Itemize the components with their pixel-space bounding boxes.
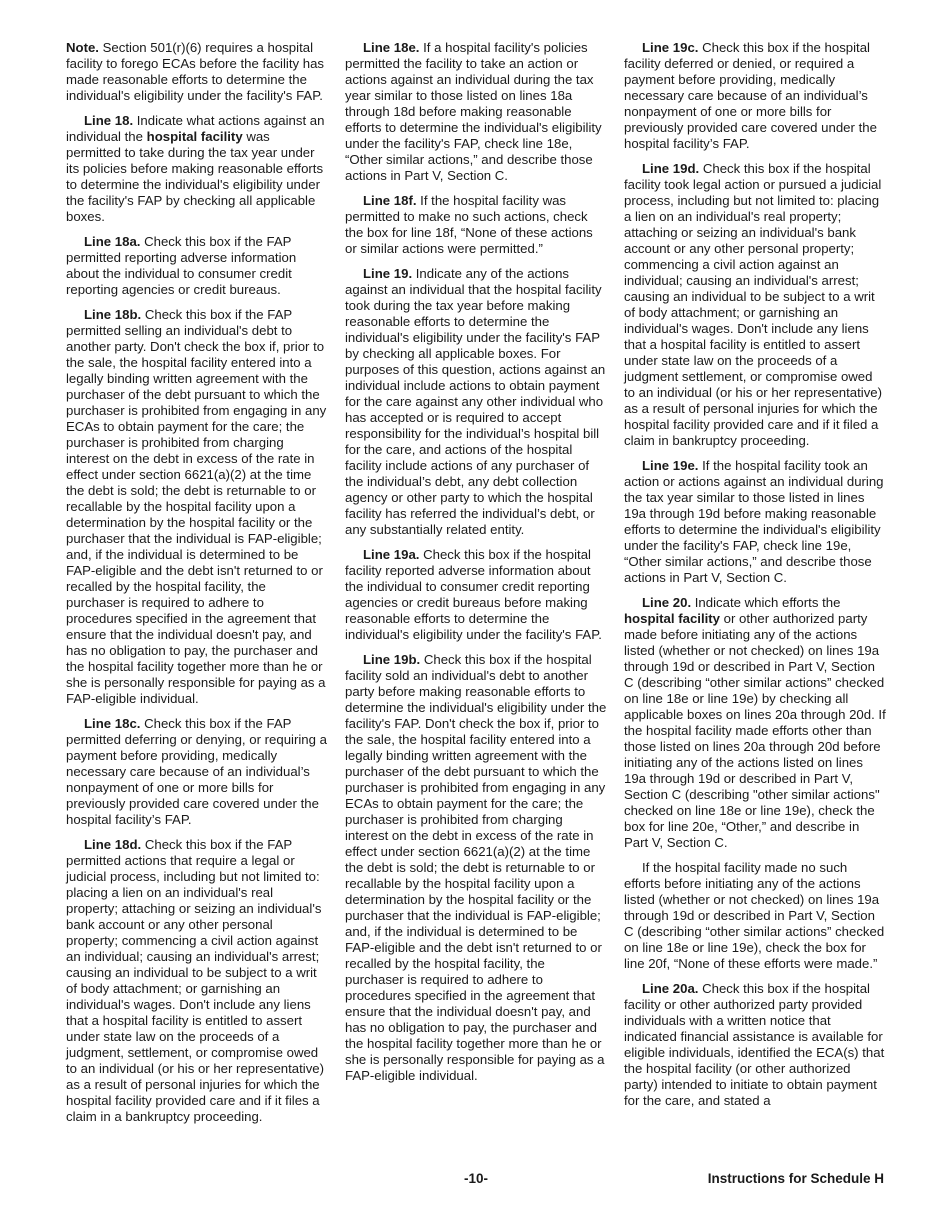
paragraph-text: If a hospital facility's policies permitted the facility to take an action or actions against an individual during the tax year similar to those listed on lines 18a through 18d before making reasonable efforts to determine the individual's eligibility under the facility's FAP, check line 18e, “Other similar actions,” and describe those actions in Part V, Section C. <box>345 40 602 183</box>
paragraph-lead: Line 18. <box>84 113 134 128</box>
paragraph-lead: Line 18f. <box>363 193 417 208</box>
paragraph-text-continued: was permitted to take during the tax year under its policies before making reasonable efforts to determine the individual's eligibility under the facility's FAP by checking all applicable boxes. <box>66 129 324 224</box>
text-column-1 <box>66 40 328 1134</box>
paragraph-text: Indicate what actions against an individual the <box>66 113 325 144</box>
paragraph-text-continued: or other authorized party made before initiating any of the actions listed (whether or not checked) on lines 19a through 19d or described in Part V, Section C (describing “other similar actions” checked on line 18e or line 19e) by checking all applicable boxes on lines 20a through 20d. If the hospital facility made efforts other than those listed on lines 20a through 20d before initiating any of the actions listed on lines 19a through 19d or described in Part V, Section C (describing "other similar actions" checked on line 18e or line 19e), check the box for line 20e, “Other,” and describe in Part V, Section C. <box>624 611 886 850</box>
paragraph-text: Check this box if the hospital facility deferred or denied, or required a payment before providing, medically necessary care because of an individual’s nonpayment of one or more bills for previously provided care covered under the hospital facility’s FAP. <box>624 40 877 151</box>
paragraph-lead: Line 18d. <box>84 837 142 852</box>
paragraph-lead: Line 18e. <box>363 40 420 55</box>
paragraph-line-19e <box>624 458 886 586</box>
paragraph-line-19c <box>624 40 886 152</box>
defined-term: hospital facility <box>146 129 243 144</box>
paragraph-text: Check this box if the FAP permitted deferring or denying, or requiring a payment before providing, medically necessary care because of an individual’s nonpayment of one or more bills for previously provided care covered under the hospital facility’s FAP. <box>66 716 327 827</box>
paragraph-lead: Line 19b. <box>363 652 421 667</box>
paragraph-line-19a <box>345 547 607 643</box>
paragraph-line-19 <box>345 266 607 538</box>
paragraph-note <box>66 40 328 104</box>
paragraph-line-18 <box>66 113 328 225</box>
paragraph-line-18b <box>66 307 328 707</box>
text-column-2 <box>345 40 607 1093</box>
paragraph-lead: Line 19d. <box>642 161 700 176</box>
paragraph-lead: Line 19e. <box>642 458 699 473</box>
paragraph-line-18a <box>66 234 328 298</box>
text-column-3 <box>624 40 886 1118</box>
paragraph-line-19d <box>624 161 886 449</box>
paragraph-text: Indicate any of the actions against an individual that the hospital facility took during the tax year before making reasonable efforts to determine the individual's eligibility under the facility's FAP by checking all applicable boxes. For purposes of this question, actions against an individual include actions to obtain payment for the care against any other individual who has accepted or is required to accept responsibility for the individual’s hospital bill for the care, and actions of the hospital facility include actions of any purchaser of the individual’s debt, any debt collection agency or other party to which the hospital facility has referred the individual’s debt, or any substantially related entity. <box>345 266 606 537</box>
paragraph-line-19b <box>345 652 607 1084</box>
paragraph-text: Check this box if the FAP permitted actions that require a legal or judicial process, including but not limited to: placing a lien on an individual's real property; attaching or seizing an individual's bank account or any other personal property; commencing a civil action against an individual; causing an individual's arrest; causing an individual to be subject to a writ of body attachment; or garnishing an individual's wages. Don't include any liens that a hospital facility is entitled to assert under state law on the proceeds of a judgment, settlement, or compromise owed to an individual (or his or her representative) as a result of personal injuries for which the hospital facility provided care and if it files a claim in a bankruptcy proceeding. <box>66 837 325 1124</box>
paragraph-line-18d <box>66 837 328 1125</box>
paragraph-line-20a <box>624 981 886 1109</box>
page-footer <box>66 1171 886 1189</box>
page-number: -10- <box>463 1171 488 1186</box>
paragraph-line-18f <box>345 193 607 257</box>
paragraph-no-efforts <box>624 860 886 972</box>
paragraph-lead: Line 20a. <box>642 981 699 996</box>
paragraph-line-18c <box>66 716 328 828</box>
paragraph-lead: Note. <box>66 40 99 55</box>
paragraph-lead: Line 19a. <box>363 547 420 562</box>
paragraph-text: If the hospital facility took an action or actions against an individual during the tax year similar to those listed in lines 19a through 19d before making reasonable efforts to determine the individual's eligibility under the facility's FAP, check line 19e, “Other similar actions,” and describe those actions in Part V, Section C. <box>624 458 884 585</box>
paragraph-lead: Line 18a. <box>84 234 141 249</box>
paragraph-text: Check this box if the hospital facility took legal action or pursued a judicial process, including but not limited to: placing a lien on an individual's real property; attaching or seizing an individual's bank account or any other personal property; commencing a civil action against an individual; causing an individual's arrest; causing an individual to be subject to a writ of body attachment; or garnishing an individual's wages. Don't include any liens that a hospital facility is entitled to assert under state law on the proceeds of a judgment settlement, or compromise owed to an individual (or his or her representative) as a result of personal injuries for which the hospital facility provided care and if it filed a claim in bankruptcy proceeding. <box>624 161 883 448</box>
paragraph-lead: Line 19. <box>363 266 413 281</box>
defined-term: hospital facility <box>624 611 720 626</box>
paragraph-text: Check this box if the hospital facility sold an individual's debt to another party before making reasonable efforts to determine the individual's eligibility under the facility's FAP. Don't check the box if, prior to the sale, the hospital facility entered into a legally binding written agreement with the purchaser of the debt pursuant to which the purchaser is prohibited from engaging in any ECAs to obtain payment for the care; the purchaser is prohibited from charging interest on the debt in excess of the rate in effect under section 6621(a)(2) at the time the debt is sold; the debt is returnable to or recallable by the hospital facility upon a determination by the hospital facility or the purchaser that the individual is FAP-eligible; and, if the individual is determined to be FAP-eligible and the debt isn't returned to or recalled by the hospital facility, the purchaser is required to adhere to procedures specified in the agreement that ensure that the individual doesn't pay, and has no obligation to pay, the purchaser and the hospital facility together more than he or she is personally responsible for paying as a FAP-eligible individual. <box>345 652 607 1083</box>
paragraph-text: Check this box if the FAP permitted reporting adverse information about the individual to consumer credit reporting agencies or credit bureaus. <box>66 234 297 297</box>
paragraph-line-20 <box>624 595 886 851</box>
paragraph-text: Indicate which efforts the <box>691 595 841 610</box>
paragraph-text: Check this box if the hospital facility reported adverse information about the individual to consumer credit reporting agencies or credit bureaus before making reasonable efforts to determine the individual's eligibility under the facility's FAP. <box>345 547 602 642</box>
paragraph-lead: Line 20. <box>642 595 692 610</box>
paragraph-text: If the hospital facility was permitted to make no such actions, check the box for line 18f, “None of these actions or similar actions were permitted.” <box>345 193 593 256</box>
paragraph-text: Check this box if the FAP permitted selling an individual's debt to another party. Don't check the box if, prior to the sale, the hospital facility entered into a legally binding written agreement with the purchaser of the debt pursuant to which the purchaser is prohibited from engaging in any ECAs to obtain payment for the care; the purchaser is prohibited from charging interest on the debt in excess of the rate in effect under section 6621(a)(2) at the time the debt is sold; the debt is returnable to or recallable by the hospital facility upon a determination by the hospital facility or the purchaser that the individual is FAP-eligible; and, if the individual is determined to be FAP-eligible and the debt isn't returned to or recalled by the hospital facility, the purchaser is required to adhere to procedures specified in the agreement that ensure that the individual doesn't pay, and has no obligation to pay, the purchaser and the hospital facility together more than he or she is personally responsible for paying as a FAP-eligible individual. <box>66 307 327 706</box>
paragraph-text: If the hospital facility made no such efforts before initiating any of the actions listed (whether or not checked) on lines 19a through 19d or described in Part V, Section C (describing “other similar actions” checked on line 18e or line 19e), check the box for line 20f, “None of these efforts were made.” <box>624 860 885 971</box>
paragraph-text: Check this box if the hospital facility or other authorized party provided individuals with a written notice that indicated financial assistance is available for eligible individuals, identified the ECA(s) that the hospital facility (or other authorized party) intended to initiate to obtain payment for the care, and stated a <box>624 981 885 1108</box>
paragraph-lead: Line 18c. <box>84 716 141 731</box>
paragraph-text: Section 501(r)(6) requires a hospital facility to forego ECAs before the facility has made reasonable efforts to determine the individual's eligibility under the facility's FAP. <box>66 40 325 103</box>
footer-title: Instructions for Schedule H <box>707 1171 884 1186</box>
paragraph-lead: Line 18b. <box>84 307 142 322</box>
paragraph-line-18e <box>345 40 607 184</box>
paragraph-lead: Line 19c. <box>642 40 699 55</box>
